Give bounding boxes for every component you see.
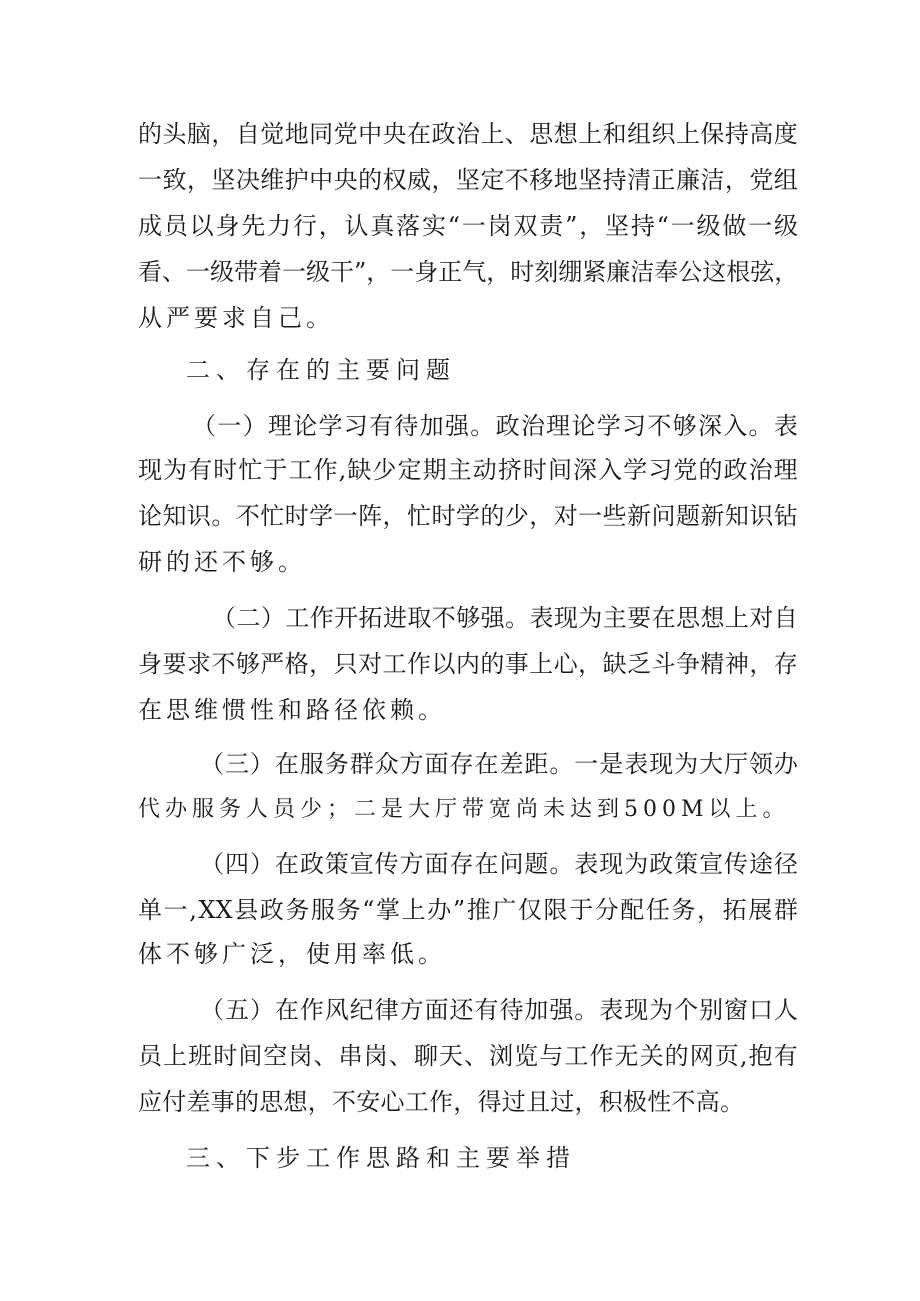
body-text-line: 论 知 识 。 不 忙 时 学 一 阵 ， 忙 时 学 的 少 ， 对 一 些 新 问 题 新 知 识 钻	[138, 502, 798, 530]
body-text-line: 应 付 差 事 的 思 想 ， 不 安 心 工 作 ， 得 过 且 过 ， 积 极 性 不 高 。	[138, 1088, 744, 1116]
body-text-line: 的 头 脑 ， 自 觉 地 同 党 中 央 在 政 治 上 、 思 想 上 和 组 织 上 保 持 高 度	[138, 120, 798, 148]
body-text-line: 代办服务人员少；二是大厅带宽尚未达到500M以上。	[138, 797, 790, 822]
body-text-line: 在思维惯性和路径依赖。	[138, 696, 446, 724]
body-text-line: 看 、 一 级 带 着 一 级 干 ” ， 一 身 正 气 ， 时 刻 绷 紧 廉 洁 奉 公 这 根 弦 ，	[138, 258, 799, 286]
body-text-line: 一 致 ， 坚 决 维 护 中 央 的 权 威 ， 坚 定 不 移 地 坚 持 清 正 廉 洁 ， 党 组	[138, 166, 798, 194]
body-text-line: 成 员 以 身 先 力 行 ， 认 真 落 实 “ 一 岗 双 责 ” ， 坚 持 “ 一 级 做 一 级	[138, 212, 798, 240]
body-text-line: （ 四 ） 在 政 策 宣 传 方 面 存 在 问 题 。 表 现 为 政 策 宣 传 途 径	[200, 850, 798, 878]
body-text-line: （ 三 ） 在 服 务 群 众 方 面 存 在 差 距 。 一 是 表 现 为 大 厅 领 办	[200, 750, 798, 778]
body-text-line: （ 二 ） 工 作 开 拓 进 取 不 够 强 。 表 现 为 主 要 在 思 想 上 对 自	[212, 604, 798, 632]
body-text-line: （ 五 ） 在 作 风 纪 律 方 面 还 有 待 加 强 。 表 现 为 个 别 窗 口 人	[200, 996, 798, 1024]
section-heading: 三、下步工作思路和主要举措	[186, 1144, 576, 1172]
body-text-line: 单 一 , XX 县 政 务 服 务 “ 掌 上 办 ” 推 广 仅 限 于 分 配 任 务 ， 拓 展 群	[138, 896, 798, 924]
body-text-line: 身 要 求 不 够 严 格 ， 只 对 工 作 以 内 的 事 上 心 ， 缺 乏 斗 争 精 神 ， 存	[138, 650, 798, 678]
body-text-line: 体不够广泛，使用率低。	[138, 940, 446, 968]
body-text-line: 现 为 有 时 忙 于 工 作 , 缺 少 定 期 主 动 挤 时 间 深 入 学 习 党 的 政 治 理	[138, 456, 798, 484]
body-text-line: 从严要求自己。	[138, 304, 334, 332]
section-heading: 二、存在的主要问题	[186, 356, 456, 384]
body-text-line: （ 一 ） 理 论 学 习 有 待 加 强 。 政 治 理 论 学 习 不 够 深 入 。 表	[192, 412, 798, 440]
body-text-line: 研的还不够。	[138, 548, 306, 576]
body-text-line: 员 上 班 时 间 空 岗 、 串 岗 、 聊 天 、 浏 览 与 工 作 无 关 的 网 页 , 抱 有	[138, 1042, 798, 1070]
